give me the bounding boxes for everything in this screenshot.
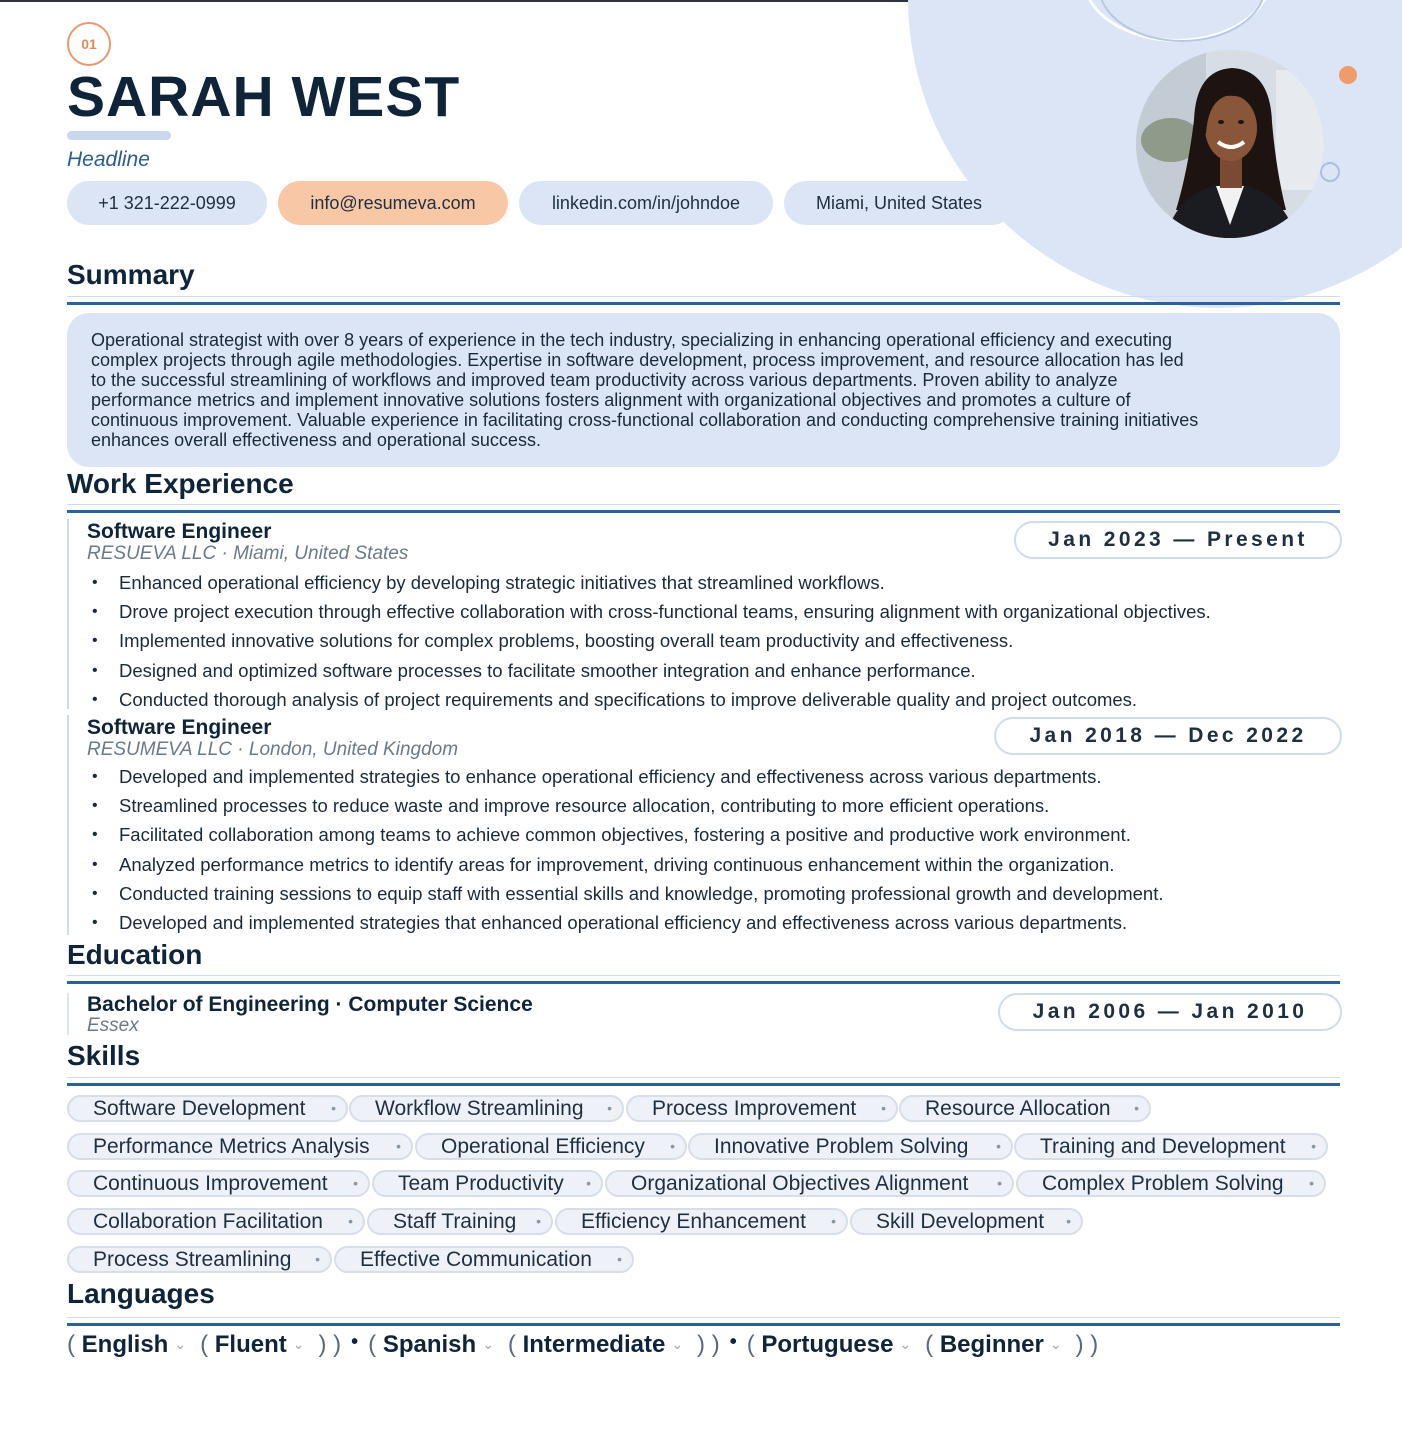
summary-line: performance metrics and implement innovative solutions fosters alignment with organizational objectives and promotes a culture of xyxy=(91,390,1131,410)
bullet-dot-icon: • xyxy=(831,1213,836,1229)
skill-chip xyxy=(415,1133,687,1160)
skill-label: Innovative Problem Solving xyxy=(714,1135,969,1158)
bullet-dot-icon: • xyxy=(670,1138,675,1154)
job-title: Software Engineer xyxy=(87,520,272,543)
job-entry xyxy=(67,715,1342,935)
job-bullet: • Developed and implemented strategies that enhanced operational efficiency and effectiveness across various departments. xyxy=(87,908,1164,937)
contact-phone[interactable]: +1 321-222-0999 xyxy=(67,181,267,225)
language-level: Beginner xyxy=(939,1331,1044,1358)
bullet-dot-icon: • xyxy=(331,1100,336,1116)
skill-chip xyxy=(850,1208,1083,1235)
language-name: English xyxy=(81,1331,169,1358)
education-entry xyxy=(67,993,1342,1035)
job-bullets xyxy=(87,762,1164,937)
job-company: RESUEVA LLC · Miami, United States xyxy=(87,543,409,564)
job-title: Software Engineer xyxy=(87,716,272,739)
skill-chip xyxy=(67,1170,370,1197)
skill-chip xyxy=(67,1246,332,1273)
job-bullets xyxy=(87,568,1211,714)
chevron-down-icon[interactable]: ⌄ xyxy=(482,1336,494,1352)
bullet-dot-icon: • xyxy=(617,1251,622,1267)
skill-label: Collaboration Facilitation xyxy=(93,1210,323,1233)
bullet-dot-icon: • xyxy=(881,1100,886,1116)
profile-photo xyxy=(1136,50,1324,238)
job-bullet: • Drove project execution through effective collaboration with cross-functional teams, ensuring alignment with organizational objectives. xyxy=(87,597,1211,626)
job-bullet: • Streamlined processes to reduce waste and improve resource allocation, contributing to more efficient operations. xyxy=(87,791,1164,820)
bullet-dot-icon: • xyxy=(353,1175,358,1191)
separator-dot-icon: • xyxy=(351,1331,359,1353)
bullet-dot-icon: • xyxy=(396,1138,401,1154)
skill-label: Workflow Streamlining xyxy=(375,1097,584,1120)
summary-line: to the successful streamlining of workflows and improved team productivity across various departments. Proven ability to analyze xyxy=(91,370,1118,390)
skill-label: Effective Communication xyxy=(360,1248,592,1271)
skill-label: Staff Training xyxy=(393,1210,517,1233)
job-dates: Jan 2023 — Present xyxy=(1014,521,1342,559)
summary-rule xyxy=(67,296,1340,305)
chevron-down-icon[interactable]: ⌄ xyxy=(1049,1336,1062,1352)
skill-label: Team Productivity xyxy=(398,1172,564,1195)
skill-label: Performance Metrics Analysis xyxy=(93,1135,370,1158)
skill-label: Process Improvement xyxy=(652,1097,857,1120)
work-experience-heading: Work Experience xyxy=(67,468,294,499)
language-level: Fluent xyxy=(214,1331,287,1358)
job-bullet: • Conducted training sessions to equip staff with essential skills and knowledge, promoting professional growth and development. xyxy=(87,879,1164,908)
skill-label: Efficiency Enhancement xyxy=(581,1210,806,1233)
bullet-dot-icon: • xyxy=(1311,1138,1316,1154)
languages-list: ( English ⌄ ( Fluent ⌄ ) ) • ( Spanish ⌄ ( Intermediate ⌄ ) ) • ( Portuguese ⌄ ( Beginner ⌄ ) ) xyxy=(67,1331,1099,1358)
summary-line: complex projects through agile methodologies. Expertise in software development, process improvement, and resource allocation has led xyxy=(91,350,1184,370)
chevron-down-icon[interactable]: ⌄ xyxy=(899,1336,912,1352)
contact-email[interactable]: info@resumeva.com xyxy=(278,181,508,225)
skill-chip xyxy=(899,1095,1151,1122)
skill-label: Resource Allocation xyxy=(925,1097,1111,1120)
bullet-dot-icon: • xyxy=(586,1175,591,1191)
skill-chip xyxy=(555,1208,848,1235)
separator-dot-icon: • xyxy=(729,1331,737,1353)
education-school: Essex xyxy=(87,1015,139,1036)
job-bullet: • Designed and optimized software processes to facilitate smoother integration and enhance performance. xyxy=(87,656,1211,685)
education-rule xyxy=(67,975,1340,984)
skill-chip xyxy=(349,1095,624,1122)
job-dates: Jan 2018 — Dec 2022 xyxy=(994,717,1342,755)
skill-chip xyxy=(1016,1170,1326,1197)
skill-label: Operational Efficiency xyxy=(441,1135,645,1158)
language-name: Portuguese xyxy=(761,1331,894,1358)
skill-chip xyxy=(367,1208,553,1235)
skill-label: Software Development xyxy=(93,1097,306,1120)
language-name: Spanish xyxy=(382,1331,477,1358)
work-experience-rule xyxy=(67,504,1340,513)
languages-rule xyxy=(67,1317,1340,1326)
bullet-dot-icon: • xyxy=(536,1213,541,1229)
contact-location[interactable]: Miami, United States xyxy=(784,181,1014,225)
decorative-orange-dot xyxy=(1339,66,1357,84)
skills-heading: Skills xyxy=(67,1040,141,1071)
education-heading: Education xyxy=(67,939,203,970)
bullet-dot-icon: • xyxy=(607,1100,612,1116)
job-bullet: • Enhanced operational efficiency by developing strategic initiatives that streamlined workflows. xyxy=(87,568,1211,597)
languages-heading: Languages xyxy=(67,1278,215,1309)
bullet-dot-icon: • xyxy=(1066,1213,1071,1229)
chevron-down-icon[interactable]: ⌄ xyxy=(671,1336,684,1352)
skill-label: Continuous Improvement xyxy=(93,1172,328,1195)
skill-label: Organizational Objectives Alignment xyxy=(631,1172,969,1195)
skill-chip xyxy=(67,1133,413,1160)
contact-linkedin[interactable]: linkedin.com/in/johndoe xyxy=(519,181,773,225)
job-company: RESUMEVA LLC · London, United Kingdom xyxy=(87,739,459,760)
job-bullet: • Analyzed performance metrics to identify areas for improvement, driving continuous enhancement within the organization. xyxy=(87,850,1164,879)
bullet-dot-icon: • xyxy=(315,1251,320,1267)
bullet-dot-icon: • xyxy=(1309,1175,1314,1191)
summary-line: continuous improvement. Valuable experience in facilitating cross-functional collaboration and conducting comprehensive training initiatives xyxy=(91,410,1199,430)
chevron-down-icon[interactable]: ⌄ xyxy=(174,1336,187,1352)
skills-rule xyxy=(67,1077,1340,1086)
bullet-dot-icon: • xyxy=(348,1213,353,1229)
summary-line: Operational strategist with over 8 years of experience in the tech industry, specializing in enhancing operational efficiency and executing xyxy=(91,330,1172,350)
name-underline xyxy=(67,131,171,140)
job-entry xyxy=(67,519,1342,709)
bullet-dot-icon: • xyxy=(996,1138,1001,1154)
decorative-small-ring xyxy=(1320,162,1340,182)
job-bullet: • Developed and implemented strategies to enhance operational efficiency and effectiveness across various departments. xyxy=(87,762,1164,791)
headline[interactable]: Headline xyxy=(67,148,150,171)
skill-chip xyxy=(372,1170,603,1197)
education-dates: Jan 2006 — Jan 2010 xyxy=(998,993,1342,1031)
chevron-down-icon[interactable]: ⌄ xyxy=(292,1336,305,1352)
bullet-dot-icon: • xyxy=(997,1175,1002,1191)
job-bullet: • Implemented innovative solutions for complex problems, boosting overall team productivity and effectiveness. xyxy=(87,626,1211,655)
skill-chip xyxy=(67,1095,348,1122)
summary-box xyxy=(67,313,1340,467)
skill-label: Process Streamlining xyxy=(93,1248,292,1271)
skill-chip xyxy=(626,1095,898,1122)
bullet-dot-icon: • xyxy=(1134,1100,1139,1116)
skill-label: Complex Problem Solving xyxy=(1042,1172,1284,1195)
skill-chip xyxy=(334,1246,634,1273)
skill-chip xyxy=(1014,1133,1328,1160)
skill-chip xyxy=(67,1208,365,1235)
skill-chip xyxy=(605,1170,1014,1197)
summary-line: enhances overall effectiveness and operational success. xyxy=(91,430,541,450)
skill-label: Skill Development xyxy=(876,1210,1045,1233)
job-bullet: • Facilitated collaboration among teams to achieve common objectives, fostering a positive and productive work environment. xyxy=(87,820,1164,849)
section-number-badge: 01 xyxy=(67,22,111,66)
education-degree: Bachelor of Engineering · Computer Science xyxy=(87,993,533,1016)
summary-heading: Summary xyxy=(67,259,195,290)
skill-label: Training and Development xyxy=(1040,1135,1286,1158)
candidate-name: SARAH WEST xyxy=(67,65,461,129)
language-level: Intermediate xyxy=(522,1331,666,1358)
skill-chip xyxy=(688,1133,1013,1160)
job-bullet: • Conducted thorough analysis of project requirements and specifications to improve deliverable quality and project outcomes. xyxy=(87,685,1211,714)
